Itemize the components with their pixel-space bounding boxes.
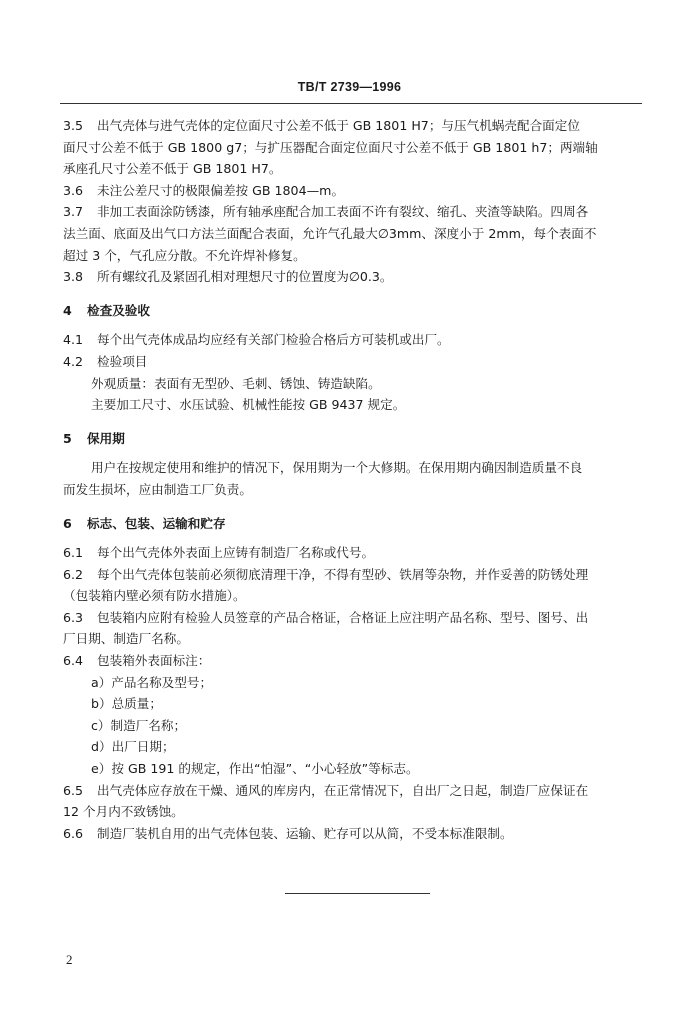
clause-number: 4.2	[63, 353, 84, 369]
section-4-heading	[63, 300, 647, 322]
clause-number: 6.5	[63, 782, 84, 798]
section-title: 检查及验收	[87, 302, 150, 318]
clause-number: 6.2	[63, 566, 84, 582]
clause-6-5	[63, 780, 647, 823]
clause-6-3	[63, 607, 647, 650]
clause-text-line: 包装箱内应附有检验人员签章的产品合格证，合格证上应注明产品名称、型号、图号、出	[97, 609, 589, 625]
clause-number: 3.6	[63, 182, 84, 198]
list-item: c）制造厂名称；	[91, 717, 187, 733]
clause-number: 6.3	[63, 609, 84, 625]
clause-number: 4.1	[63, 332, 84, 348]
clause-text-line: 厂日期、制造厂名称。	[63, 631, 189, 647]
clause-6-6	[63, 823, 647, 845]
clause-text-line: 所有螺纹孔及紧固孔相对理想尺寸的位置度为∅0.3。	[97, 269, 393, 285]
clause-text-line: 每个出气壳体包装前必须彻底清理干净，不得有型砂、铁屑等杂物，并作妥善的防锈处理	[97, 566, 589, 582]
clause-3-8	[63, 266, 647, 288]
clause-text-line: 出气壳体与进气壳体的定位面尺寸公差不低于 GB 1801 H7；与压气机蜗壳配合面定位	[97, 118, 580, 133]
clause-text-line: 每个出气壳体成品均应经有关部门检验合格后方可装机或出厂。	[97, 332, 450, 348]
clause-text-line: 面尺寸公差不低于 GB 1800 g7；与扩压器配合面定位面尺寸公差不低于 GB 1801 h7；两端轴	[63, 139, 598, 155]
inspection-item: 外观质量：表面有无型砂、毛刺、锈蚀、铸造缺陷。	[91, 375, 381, 391]
clause-3-6	[63, 180, 647, 202]
list-item: a）产品名称及型号；	[91, 674, 213, 690]
document-body	[63, 115, 647, 844]
clause-4-2	[63, 351, 647, 373]
clause-text-line: 12 个月内不致锈蚀。	[63, 804, 184, 820]
clause-text-line: 包装箱外表面标注：	[97, 653, 211, 669]
warranty-text-line: 用户在按规定使用和维护的情况下，保用期为一个大修期。在保用期内确因制造质量不良	[91, 460, 583, 476]
section-number: 4	[63, 302, 72, 318]
list-item: b）总质量；	[91, 696, 162, 712]
section-title: 保用期	[87, 430, 125, 446]
clause-number: 3.5	[63, 118, 84, 133]
list-item: d）出厂日期；	[91, 739, 175, 755]
inspection-item: 主要加工尺寸、水压试验、机械性能按 GB 9437 规定。	[91, 397, 406, 413]
list-item: e）按 GB 191 的规定，作出“怕湿”、“小心轻放”等标志。	[91, 761, 419, 777]
marking-list	[63, 672, 647, 780]
section-5-heading	[63, 428, 647, 450]
section-number: 6	[63, 515, 72, 531]
clause-text-line: 承座孔尺寸公差不低于 GB 1801 H7。	[63, 161, 282, 177]
section-number: 5	[63, 430, 72, 446]
clause-text-line: 制造厂装机自用的出气壳体包装、运输、贮存可以从简，不受本标准限制。	[97, 825, 513, 841]
clause-text-line: 未注公差尺寸的极限偏差按 GB 1804—m。	[97, 182, 345, 198]
clause-text-line: （包装箱内壁必须有防水措施）。	[63, 588, 246, 604]
clause-text-line: 非加工表面涂防锈漆，所有轴承座配合加工表面不许有裂纹、缩孔、夹渣等缺陷。四周各	[97, 204, 589, 220]
clause-text-line: 超过 3 个，气孔应分散。不允许焊补修复。	[63, 247, 306, 263]
clause-4-1	[63, 329, 647, 351]
end-of-text-rule	[285, 893, 430, 894]
section-title: 标志、包装、运输和贮存	[87, 515, 226, 531]
clause-number: 3.7	[63, 204, 84, 220]
clause-number: 3.8	[63, 269, 84, 285]
clause-6-1	[63, 542, 647, 564]
clause-text-line: 检验项目	[97, 353, 148, 369]
header-divider	[60, 103, 642, 104]
page-header-standard-number: TB/T 2739—1996	[297, 80, 402, 94]
clause-text-line: 法兰面、底面及出气口方法兰面配合表面，允许气孔最大∅3mm、深度小于 2mm，每个表面不	[63, 225, 597, 241]
warranty-text-line: 而发生损坏，应由制造工厂负责。	[63, 481, 252, 497]
clause-number: 6.4	[63, 653, 84, 669]
page-number: 2	[66, 952, 73, 967]
clause-text-line: 每个出气壳体外表面上应铸有制造厂名称或代号。	[97, 545, 375, 561]
clause-6-4	[63, 650, 647, 672]
clause-3-5	[63, 115, 647, 180]
clause-number: 6.1	[63, 545, 84, 561]
clause-number: 6.6	[63, 825, 84, 841]
clause-6-2	[63, 564, 647, 607]
clause-text-line: 出气壳体应存放在干燥、通风的库房内，在正常情况下，自出厂之日起，制造厂应保证在	[97, 782, 589, 798]
clause-3-7	[63, 201, 647, 266]
section-6-heading	[63, 513, 647, 535]
